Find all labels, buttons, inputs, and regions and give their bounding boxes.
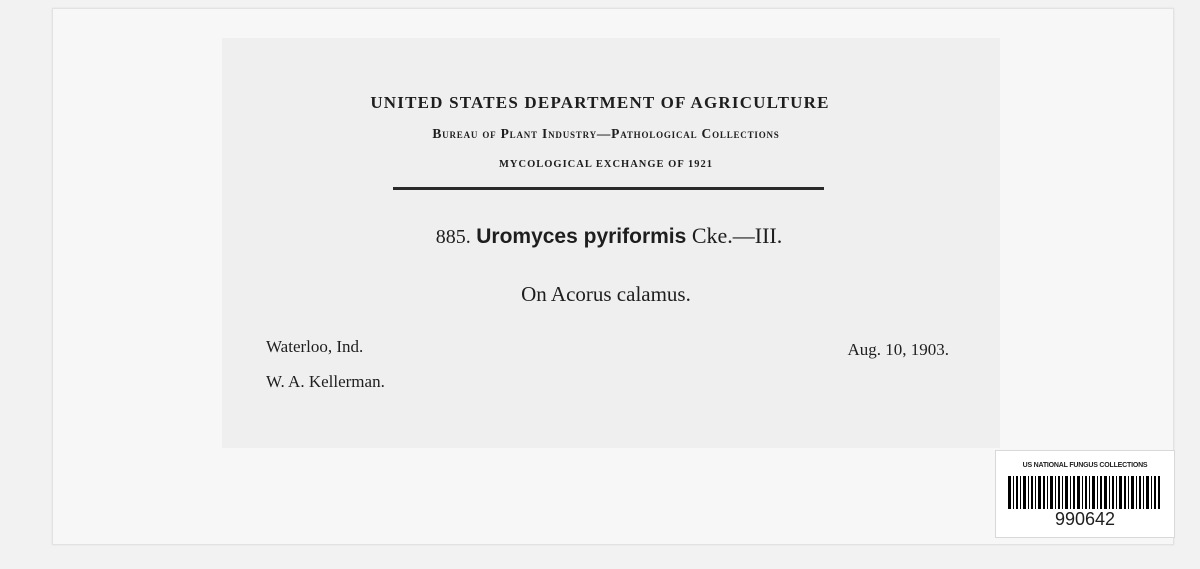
barcode-title: US NATIONAL FUNGUS COLLECTIONS [1022, 462, 1148, 469]
collector: W. A. Kellerman. [266, 372, 385, 391]
specimen-number: 885. [435, 226, 471, 248]
host-line: On Acorus calamus. [521, 282, 691, 306]
barcode-number: 990642 [1054, 509, 1116, 529]
species-line [0, 223, 1200, 249]
label-header-bureau: Bureau of Plant Industry—Pathological Collections [432, 126, 780, 141]
locality: Waterloo, Ind. [266, 337, 364, 356]
species-authority: Cke.—III. [691, 223, 783, 248]
barcode-icon [1008, 476, 1160, 509]
header-rule [393, 187, 824, 190]
label-header-exchange: MYCOLOGICAL EXCHANGE OF 1921 [499, 159, 713, 170]
species-name: Uromyces pyriformis [476, 225, 687, 248]
label-header-department: UNITED STATES DEPARTMENT OF AGRICULTURE [370, 93, 830, 112]
barcode-label [995, 450, 1175, 538]
collection-date: Aug. 10, 1903. [847, 340, 949, 359]
